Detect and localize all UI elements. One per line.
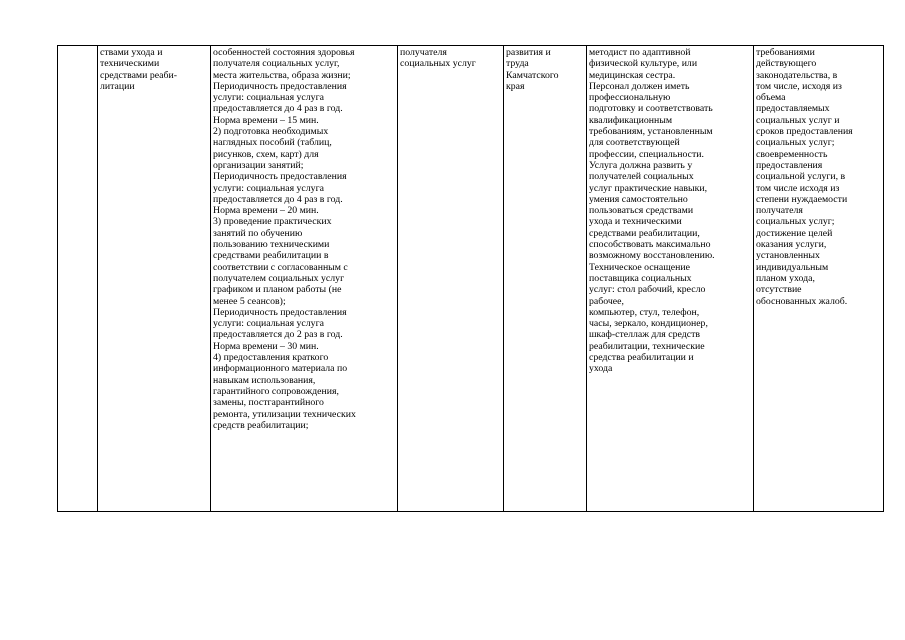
cell-text-line: гарантийного сопровождения,	[213, 385, 339, 397]
cell-text-line: часы, зеркало, кондиционер,	[589, 318, 708, 330]
cell-provider	[504, 46, 587, 512]
cell-text-line: 3) проведение практических	[213, 216, 332, 228]
cell-text-line: физической культуре, или	[589, 58, 698, 70]
cell-text-line: реабилитации, технические	[589, 340, 705, 352]
cell-text-line: рисунков, схем, карт) для	[213, 148, 319, 160]
cell-number	[58, 46, 98, 512]
cell-text-line: 2) подготовка необходимых	[213, 126, 329, 138]
cell-text-line: средства реабилитации и	[589, 352, 694, 364]
cell-text-line: планом ухода,	[756, 272, 815, 284]
cell-text-line: получателя социальных услуг,	[213, 58, 340, 70]
cell-text-line: услуг практические навыки,	[589, 182, 708, 194]
cell-text-line: профессиональную	[589, 92, 671, 104]
cell-text-line: квалификационным	[589, 114, 673, 126]
cell-text-line: графиком и планом работы (не	[213, 284, 342, 296]
cell-text-line: профессии, специальности.	[589, 148, 704, 160]
cell-text-line: своевременность	[756, 148, 828, 160]
cell-text-line: места жительства, образа жизни;	[213, 69, 351, 81]
cell-text-line: услуги: социальная услуга	[213, 92, 324, 104]
cell-text-line: Персонал должен иметь	[589, 80, 690, 92]
cell-text-line: ствами ухода и	[100, 47, 163, 58]
cell-text-line: средствами реабилитации,	[589, 227, 700, 239]
cell-text-line: том числе исходя из	[756, 182, 840, 194]
cell-text-line: законодательства, в	[756, 69, 838, 81]
cell-text-line: соответствии с согласованным с	[213, 261, 348, 273]
cell-text-line: услуги: социальная услуга	[213, 182, 324, 194]
cell-text-line: шкаф-стеллаж для средств	[589, 329, 700, 341]
cell-text-line: социальных услуг;	[756, 137, 835, 149]
table-row	[58, 46, 884, 512]
cell-text-line: социальных услуг и	[756, 114, 840, 126]
cell-text-line: организации занятий;	[213, 159, 304, 171]
cell-text-line: методист по адаптивной	[589, 47, 691, 58]
cell-text-line: требованиям, установленным	[589, 126, 713, 138]
cell-text-line: возможному восстановлению.	[589, 250, 715, 262]
cell-text-line: Норма времени – 20 мин.	[213, 205, 319, 217]
cell-text-line: ухода	[589, 363, 613, 375]
cell-text-line: объема	[756, 92, 786, 104]
cell-text-line: труда	[506, 58, 529, 70]
cell-text-line: предоставляется до 4 раз в год.	[213, 193, 343, 205]
cell-text-line: средствами реаби-	[100, 69, 178, 81]
cell-service-name	[98, 46, 211, 512]
cell-service-description	[211, 46, 398, 512]
cell-text-line: предоставления	[756, 159, 823, 171]
cell-text-line: Услуга должна развить у	[589, 159, 693, 171]
cell-text-line: Периодичность предоставления	[213, 306, 347, 318]
cell-text-line: техническими	[100, 58, 160, 70]
cell-recipient-category	[398, 46, 504, 512]
cell-text-line: получателей социальных	[589, 171, 694, 183]
cell-text-line: подготовку и соответствовать	[589, 103, 713, 115]
cell-text-line: услуг: стол рабочий, кресло	[589, 284, 706, 296]
cell-text-line: действующего	[756, 58, 817, 70]
cell-text-line: предоставляется до 4 раз в год.	[213, 103, 343, 115]
cell-text-line: Норма времени – 30 мин.	[213, 340, 319, 352]
cell-text-line: занятий по обучению	[213, 227, 303, 239]
cell-text-line: литации	[100, 80, 135, 92]
cell-text-line: поставщика социальных	[589, 272, 692, 284]
cell-text-line: предоставляется до 2 раз в год.	[213, 329, 343, 341]
cell-text-line: умения самостоятельно	[589, 193, 688, 205]
cell-text-line: социальных услуг;	[756, 216, 835, 228]
cell-text-line: обоснованных жалоб.	[756, 295, 848, 307]
cell-text-line: особенностей состояния здоровья	[213, 47, 355, 58]
cell-conditions	[587, 46, 754, 512]
cell-text-line: пользованию техническими	[213, 239, 330, 251]
cell-text-line: том числе, исходя из	[756, 80, 842, 92]
cell-text-line: средств реабилитации;	[213, 419, 309, 431]
cell-text-line: компьютер, стул, телефон,	[589, 306, 700, 318]
cell-text-line: предоставляемых	[756, 103, 830, 115]
services-table	[57, 45, 884, 512]
cell-text-line: замены, постгарантийного	[213, 397, 324, 409]
cell-text-line: информационного материала по	[213, 363, 348, 375]
cell-text-line: 4) предоставления краткого	[213, 352, 329, 364]
cell-text-line: требованиями	[756, 47, 815, 58]
cell-text-line: достижение целей	[756, 227, 833, 239]
cell-text-line: способствовать максимально	[589, 239, 711, 251]
cell-text-line: оказания услуги,	[756, 239, 827, 251]
cell-text-line: Периодичность предоставления	[213, 80, 347, 92]
cell-text-line: навыкам использования,	[213, 374, 316, 386]
cell-text-line: средствами реабилитации в	[213, 250, 329, 262]
cell-text-line: получателем социальных услуг	[213, 272, 345, 284]
cell-text-line: социальной услуги, в	[756, 171, 846, 183]
cell-quality-indicators	[754, 46, 884, 512]
cell-text-line: Норма времени – 15 мин.	[213, 114, 319, 126]
cell-text-line: наглядных пособий (таблиц,	[213, 137, 332, 149]
cell-text-line: сроков предоставления	[756, 126, 853, 138]
cell-text-line: Периодичность предоставления	[213, 171, 347, 183]
cell-text-line: ремонта, утилизации технических	[213, 408, 356, 420]
cell-text-line: пользоваться средствами	[589, 205, 694, 217]
cell-text-line: Техническое оснащение	[589, 261, 690, 273]
cell-text-line: установленных	[756, 250, 820, 262]
cell-text-line: отсутствие	[756, 284, 802, 296]
cell-text-line: менее 5 сеансов);	[213, 295, 286, 307]
cell-text-line: степени нуждаемости	[756, 193, 848, 205]
cell-text-line: услуги: социальная услуга	[213, 318, 324, 330]
cell-text-line: для соответствующей	[589, 137, 680, 149]
cell-text-line: индивидуальным	[756, 261, 829, 273]
cell-text-line: медицинская сестра.	[589, 69, 676, 81]
cell-text-line: развития и	[506, 47, 551, 58]
cell-text-line: социальных услуг	[400, 58, 476, 70]
cell-text-line: Камчатского	[506, 69, 559, 81]
cell-text-line: ухода и техническими	[589, 216, 682, 228]
cell-text-line: получателя	[756, 205, 803, 217]
cell-text-line: края	[506, 80, 525, 92]
cell-text-line: получателя	[400, 47, 447, 58]
cell-text-line: рабочее,	[589, 295, 624, 307]
